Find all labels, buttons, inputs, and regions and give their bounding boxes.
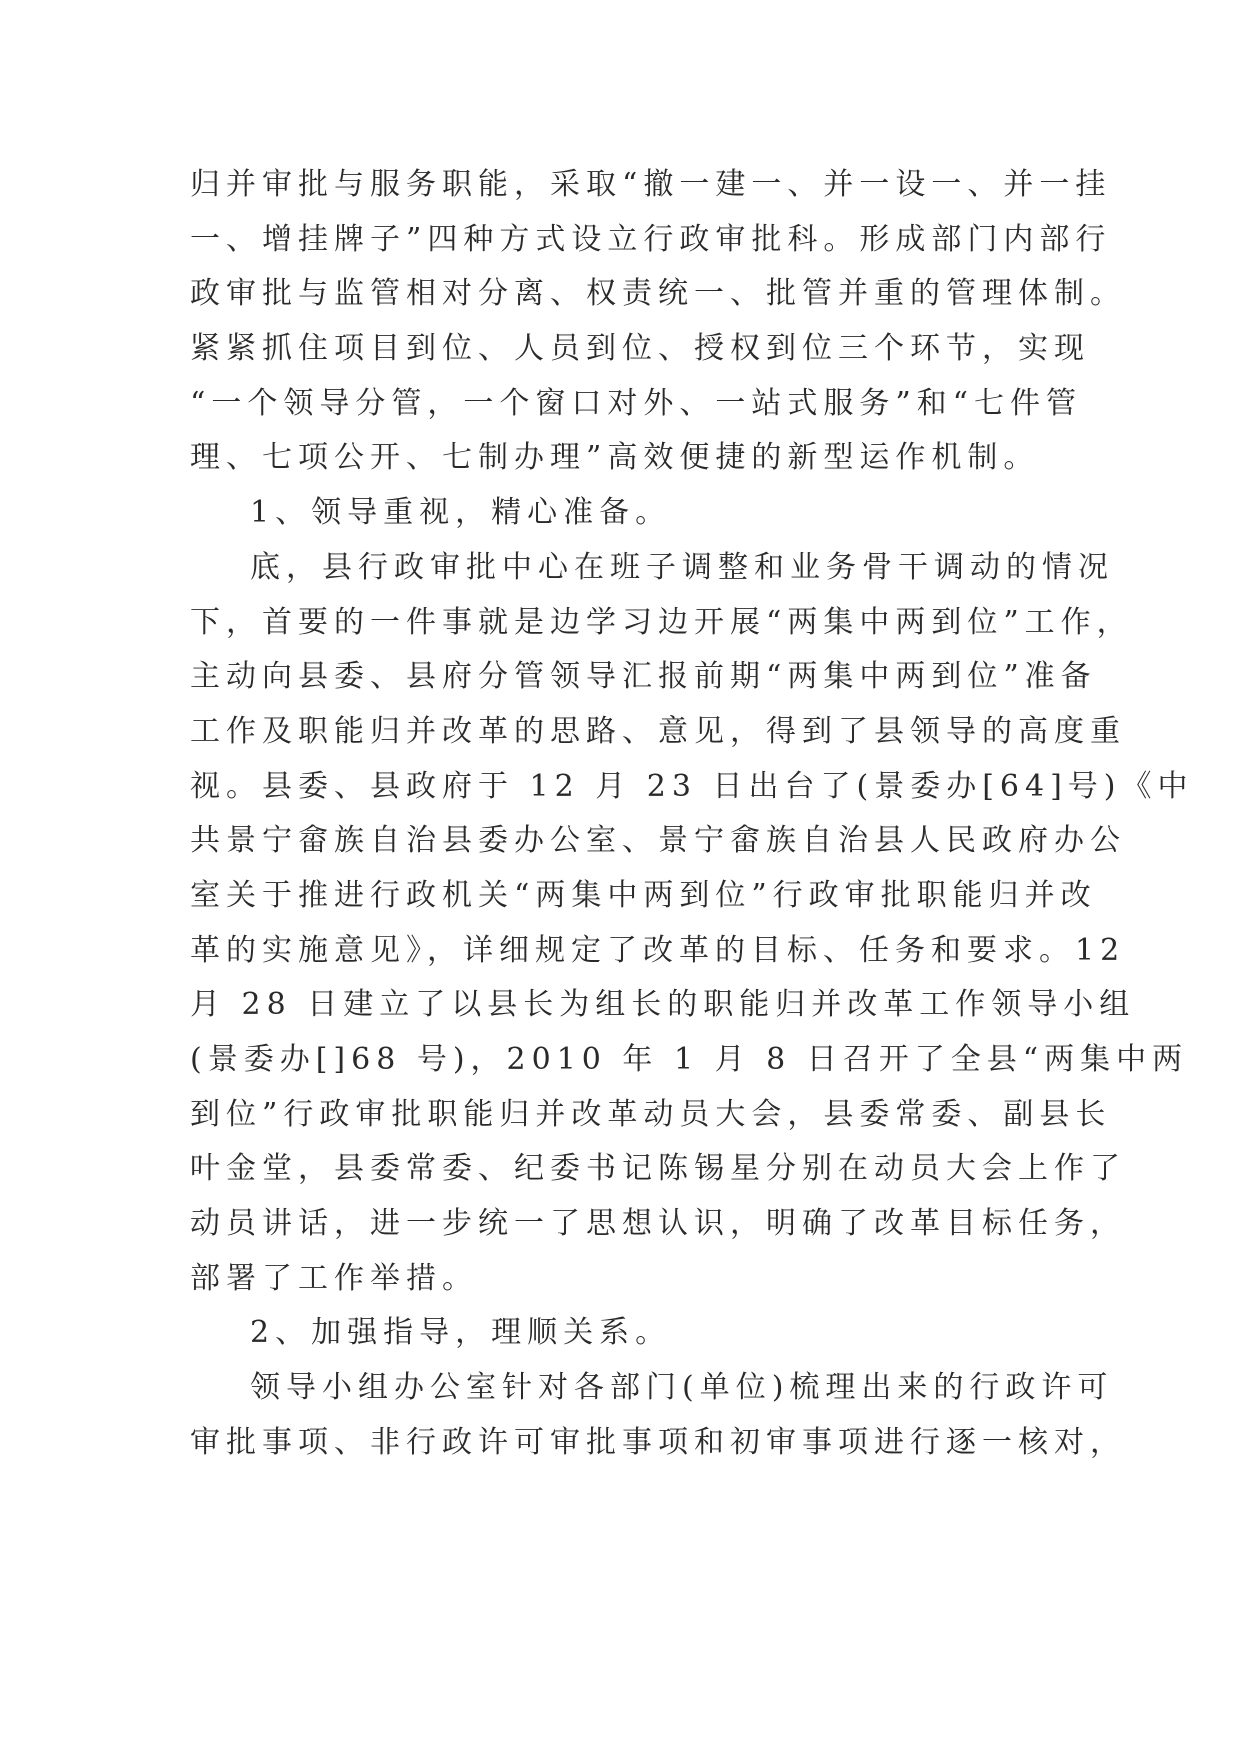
document-body (190, 158, 1194, 1471)
text-line: 政审批与监管相对分离、权责统一、批管并重的管理体制。 (190, 276, 1126, 312)
text-line: 到位”行政审批职能归并改革动员大会，县委常委、副县长 (190, 1096, 1112, 1132)
text-line: 部署了工作举措。 (190, 1260, 478, 1296)
text-line: 工作及职能归并改革的思路、意见，得到了县领导的高度重 (190, 713, 1126, 749)
text-line: 室关于推进行政机关“两集中两到位”行政审批职能归并改 (190, 877, 1097, 913)
text-line: 底，县行政审批中心在班子调整和业务骨干调动的情况 (250, 549, 1114, 585)
text-line: 领导小组办公室针对各部门(单位)梳理出来的行政许可 (250, 1370, 1114, 1406)
text-line: 共景宁畲族自治县委办公室、景宁畲族自治县人民政府办公 (190, 823, 1126, 859)
text-line: 审批事项、非行政许可审批事项和初审事项进行逐一核对， (190, 1424, 1126, 1460)
text-line: “一个领导分管，一个窗口对外、一站式服务”和“七件管 (190, 385, 1083, 421)
text-line: 月 28 日建立了以县长为组长的职能归并改革工作领导小组 (190, 987, 1136, 1023)
text-line: 动员讲话，进一步统一了思想认识，明确了改革目标任务， (190, 1206, 1126, 1242)
text-line: 归并审批与服务职能，采取“撤一建一、并一设一、并一挂 (190, 167, 1112, 202)
section-heading-2: 2、加强指导，理顺关系。 (250, 1315, 672, 1351)
text-line: (景委办[]68 号)，2010 年 1 月 8 日召开了全县“两集中两 (190, 1042, 1189, 1077)
text-line: 视。县委、县政府于 12 月 23 日出台了(景委办[64]号)《中 (190, 768, 1194, 804)
text-line: 理、七项公开、七制办理”高效便捷的新型运作机制。 (190, 440, 1040, 476)
text-line: 主动向县委、县府分管领导汇报前期“两集中两到位”准备 (190, 659, 1097, 695)
text-line: 一、增挂牌子”四种方式设立行政审批科。形成部门内部行 (190, 221, 1112, 257)
text-line: 叶金堂，县委常委、纪委书记陈锡星分别在动员大会上作了 (190, 1151, 1126, 1187)
text-line: 紧紧抓住项目到位、人员到位、授权到位三个环节，实现 (190, 331, 1090, 367)
text-line: 下，首要的一件事就是边学习边开展“两集中两到位”工作， (190, 604, 1133, 640)
text-line: 革的实施意见》，详细规定了改革的目标、任务和要求。12 (190, 932, 1126, 968)
section-heading-1: 1、领导重视，精心准备。 (250, 495, 672, 531)
